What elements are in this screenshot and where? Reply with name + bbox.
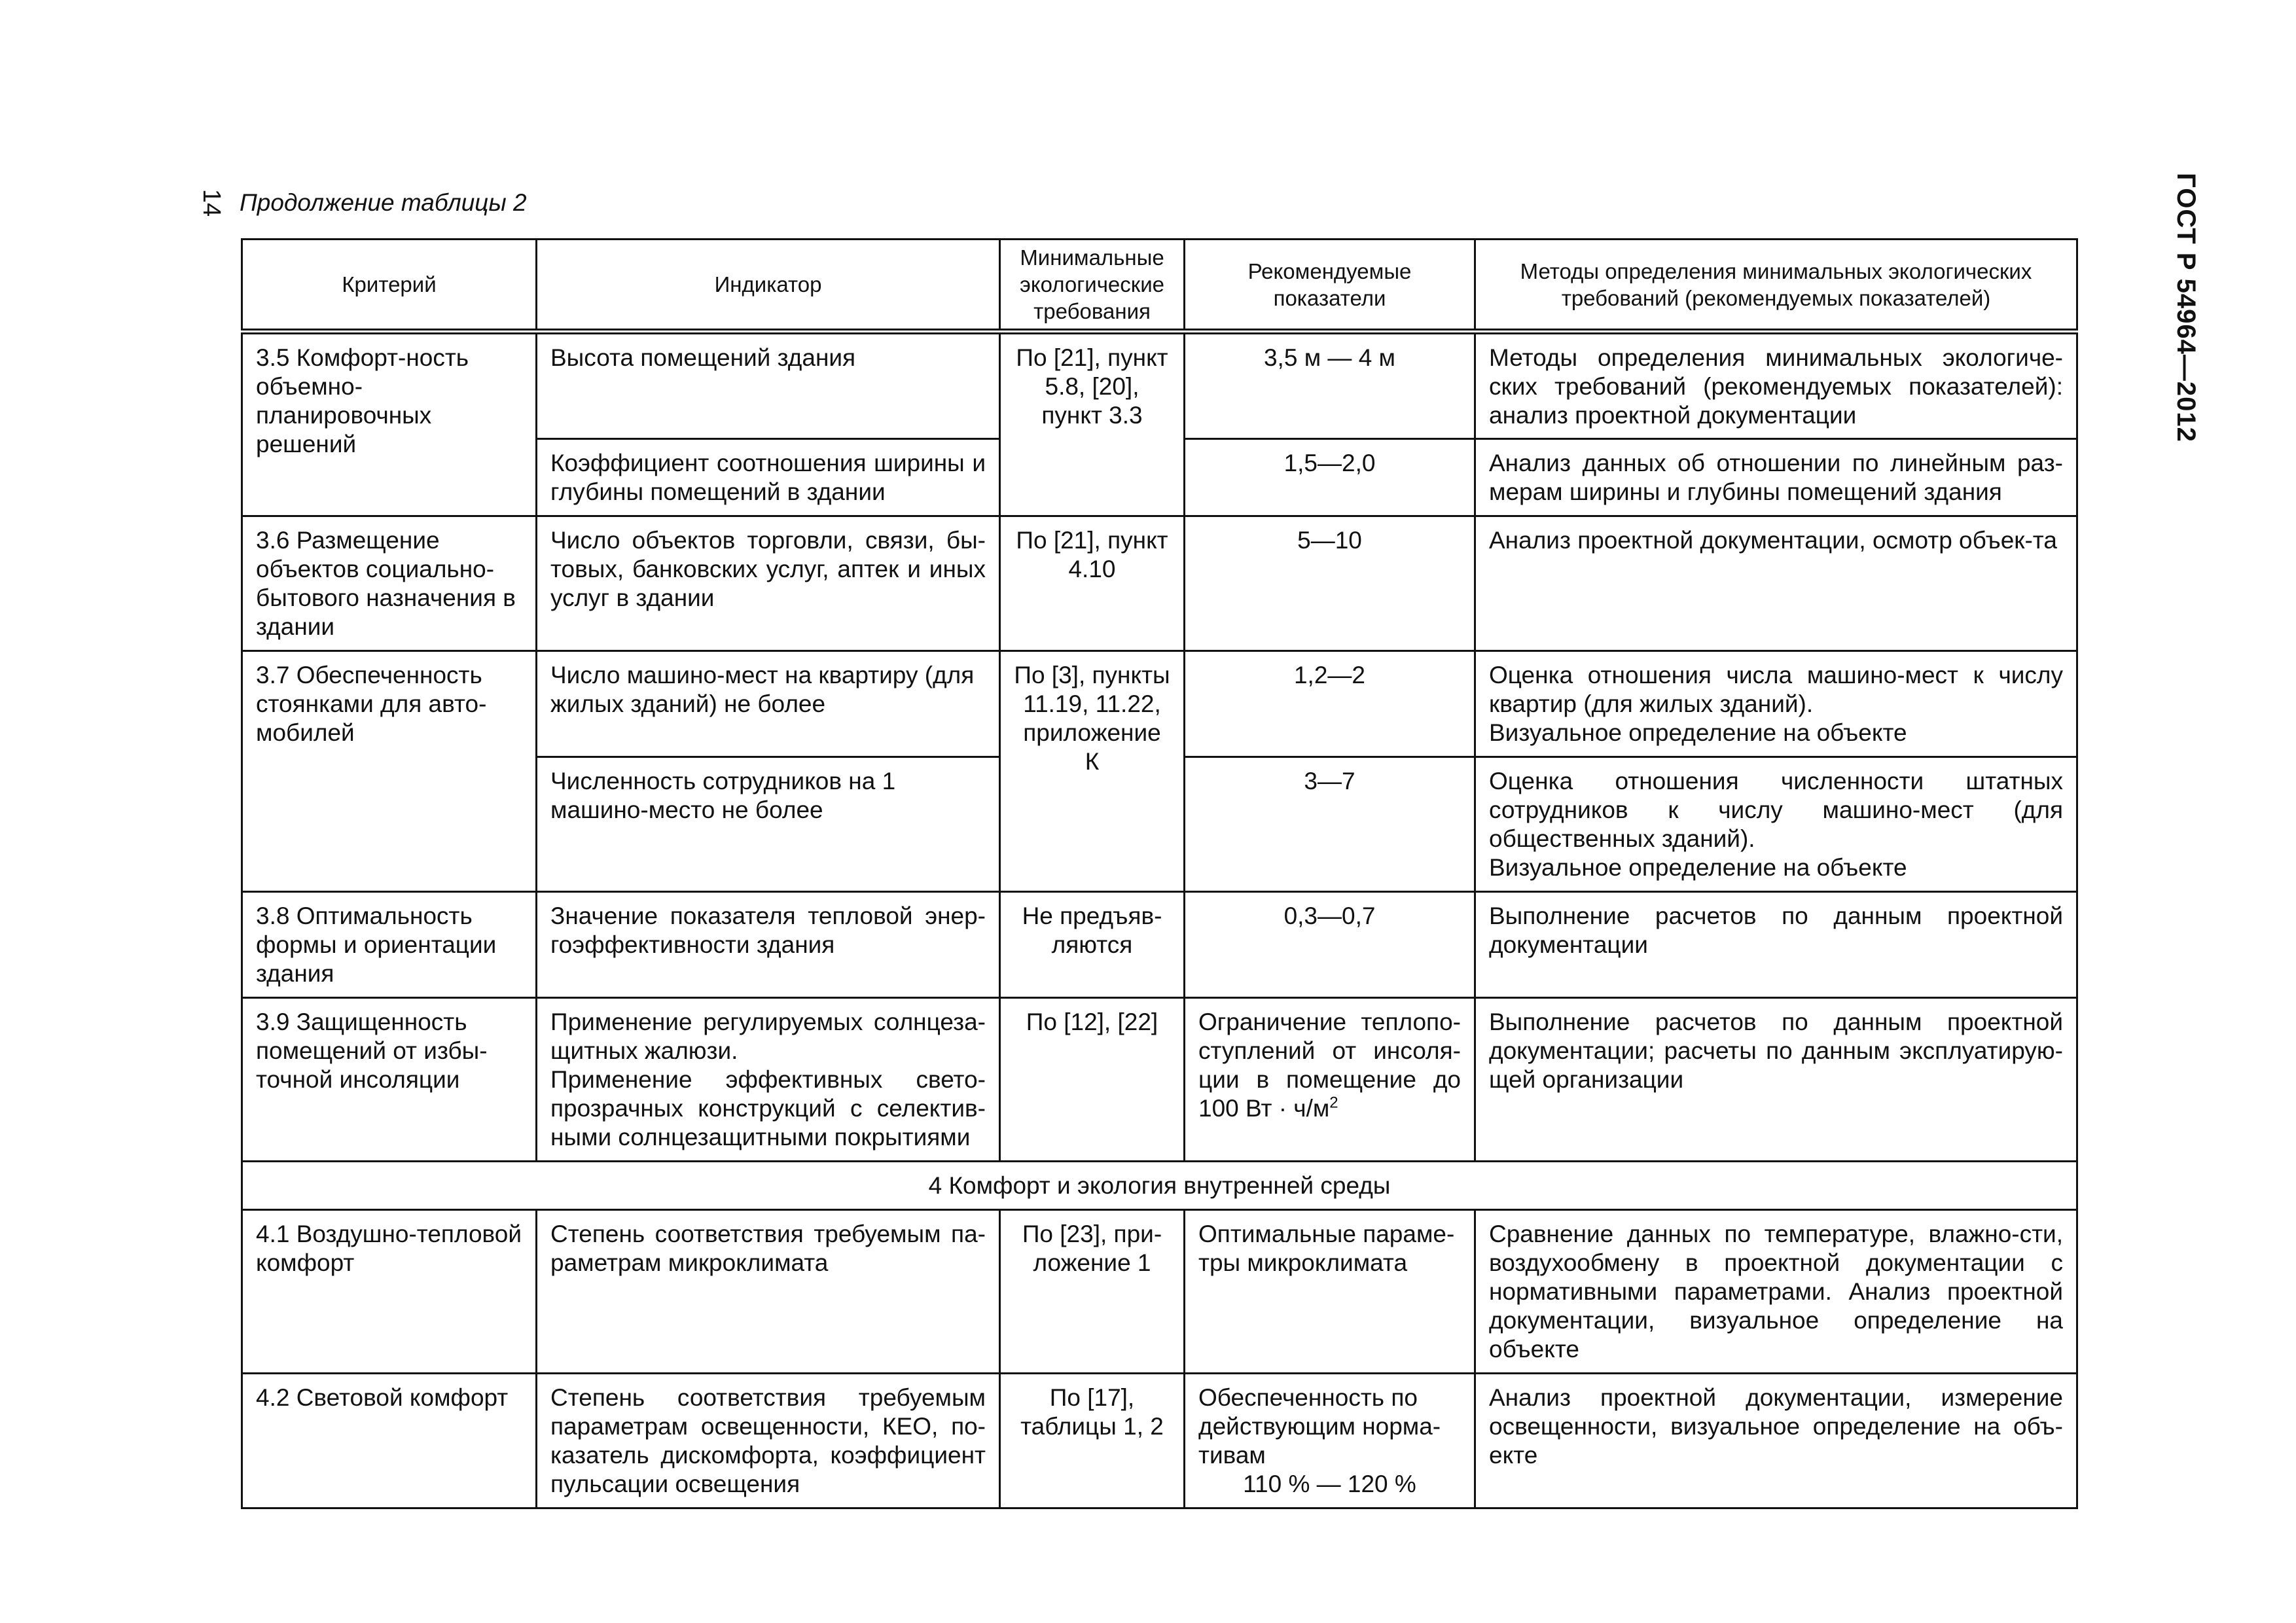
criterion-cell: 3.9 Защищенность помещений от избы-точной инсоляции	[242, 998, 537, 1162]
indicator-cell: Высота помещений здания	[537, 332, 1000, 439]
value-text: Обеспеченность по действующим норма-тивам	[1198, 1384, 1441, 1469]
table-continuation-caption: Продолжение таблицы 2	[240, 189, 527, 216]
method-text: Визуальное определение на объекте	[1489, 719, 1907, 746]
requirement-cell: Не предъяв-ляются	[1000, 892, 1185, 998]
page-number: 14	[198, 188, 225, 217]
header-recommended-values: Рекомендуемые показатели	[1185, 240, 1475, 332]
section-heading: 4 Комфорт и экология внутренней среды	[242, 1162, 2077, 1210]
indicator-cell: Число машино-мест на квартиру (для жилых зданий) не более	[537, 651, 1000, 757]
value-text: Ограничение теплопо-ступлений от инсоля-ции в помещение до 100 Вт · ч/м	[1198, 1008, 1461, 1122]
method-text: Оценка отношения численности штатных сотрудников к числу машино-мест (для общественных зданий).	[1489, 768, 2063, 852]
indicator-cell: Число объектов торговли, связи, бы-товых, банковских услуг, аптек и иных услуг в здании	[537, 516, 1000, 651]
header-methods: Методы определения минимальных экологических требований (рекомендуемых показателей)	[1475, 240, 2077, 332]
requirement-cell: По [12], [22]	[1000, 998, 1185, 1162]
table-row	[242, 516, 2077, 651]
value-cell: Оптимальные параме-тры микроклимата	[1185, 1210, 1475, 1374]
table-row	[242, 998, 2077, 1162]
table-row	[242, 892, 2077, 998]
value-cell: 1,5—2,0	[1185, 439, 1475, 516]
indicator-cell: Численность сотрудников на 1 машино-место не более	[537, 757, 1000, 892]
method-cell	[1475, 757, 2077, 892]
criterion-cell: 3.8 Оптимальность формы и ориентации здания	[242, 892, 537, 998]
method-text: Визуальное определение на объекте	[1489, 854, 1907, 881]
value-cell: 0,3—0,7	[1185, 892, 1475, 998]
method-cell: Методы определения минимальных экологиче-ских требований (рекомендуемых показателей): анализ проектной документации	[1475, 332, 2077, 439]
criterion-cell: 3.7 Обеспеченность стоянками для авто-мобилей	[242, 651, 537, 892]
document-code: ГОСТ Р 54964—2012	[2172, 173, 2200, 442]
method-text: Оценка отношения числа машино-мест к числу квартир (для жилых зданий).	[1489, 662, 2063, 717]
value-text: 110 % — 120 %	[1243, 1471, 1416, 1497]
criterion-cell: 4.1 Воздушно-тепловой комфорт	[242, 1210, 537, 1374]
table-row	[242, 651, 2077, 757]
method-cell: Анализ проектной документации, осмотр объек-та	[1475, 516, 2077, 651]
criterion-cell: 3.5 Комфорт-ность объемно-планировочных решений	[242, 332, 537, 516]
section-row	[242, 1162, 2077, 1210]
value-cell: 3,5 м — 4 м	[1185, 332, 1475, 439]
unit-superscript: 2	[1329, 1094, 1338, 1112]
table-row	[242, 1210, 2077, 1374]
method-cell: Выполнение расчетов по данным проектной документации	[1475, 892, 2077, 998]
header-criterion: Критерий	[242, 240, 537, 332]
indicator-text: Применение эффективных свето-прозрачных конструкций с селектив-ными солнцезащитными покрытиями	[550, 1066, 986, 1150]
method-cell: Выполнение расчетов по данным проектной документации; расчеты по данным эксплуатирую-щей организации	[1475, 998, 2077, 1162]
indicator-cell: Значение показателя тепловой энер-гоэффективности здания	[537, 892, 1000, 998]
indicator-cell: Коэффициент соотношения ширины и глубины помещений в здании	[537, 439, 1000, 516]
value-cell: 5—10	[1185, 516, 1475, 651]
indicator-text: Применение регулируемых солнцеза-щитных жалюзи.	[550, 1008, 986, 1064]
method-cell	[1475, 651, 2077, 757]
indicator-cell: Степень соответствия требуемым параметрам освещенности, КЕО, по-казатель дискомфорта, коэффициент пульсации освещения	[537, 1374, 1000, 1508]
table-row	[242, 332, 2077, 439]
requirement-cell: По [23], при-ложение 1	[1000, 1210, 1185, 1374]
table-row	[242, 1374, 2077, 1508]
table-header-row	[242, 240, 2077, 332]
method-cell: Анализ проектной документации, измерение освещенности, визуальное определение на объ-екте	[1475, 1374, 2077, 1508]
value-cell: 3—7	[1185, 757, 1475, 892]
requirement-cell: По [21], пункт 4.10	[1000, 516, 1185, 651]
requirement-cell: По [3], пункты 11.19, 11.22, приложение К	[1000, 651, 1185, 892]
value-cell	[1185, 998, 1475, 1162]
value-cell: 1,2—2	[1185, 651, 1475, 757]
indicator-cell: Степень соответствия требуемым па-раметрам микроклимата	[537, 1210, 1000, 1374]
header-indicator: Индикатор	[537, 240, 1000, 332]
criterion-cell: 3.6 Размещение объектов социально-бытового назначения в здании	[242, 516, 537, 651]
indicator-cell	[537, 998, 1000, 1162]
value-cell	[1185, 1374, 1475, 1508]
criterion-cell: 4.2 Световой комфорт	[242, 1374, 537, 1508]
criteria-table	[241, 238, 2078, 1509]
requirement-cell: По [17], таблицы 1, 2	[1000, 1374, 1185, 1508]
header-min-requirements: Минимальные экологические требования	[1000, 240, 1185, 332]
requirement-cell: По [21], пункт 5.8, [20], пункт 3.3	[1000, 332, 1185, 516]
method-cell: Анализ данных об отношении по линейным раз-мерам ширины и глубины помещений здания	[1475, 439, 2077, 516]
method-cell: Сравнение данных по температуре, влажно-сти, воздухообмену в проектной документации с нормативными параметрами. Анализ проектной документации, визуальное определение на объекте	[1475, 1210, 2077, 1374]
